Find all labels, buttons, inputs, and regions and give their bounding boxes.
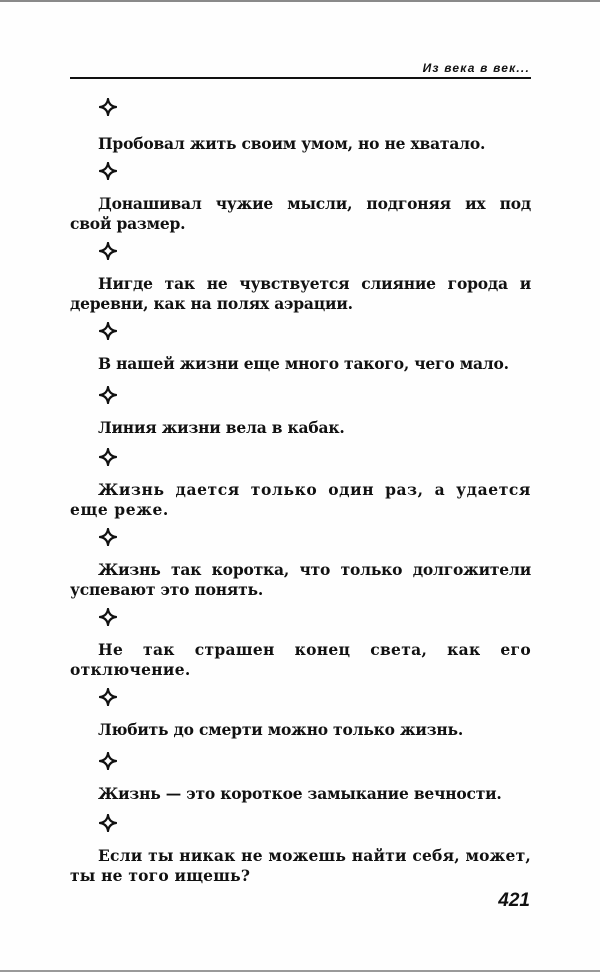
aphorism-text: Любить до смерти можно только жизнь. [98,720,464,739]
aphorism-entry [70,386,531,448]
aphorism-text: В нашей жизни еще много такого, чего мало. [98,354,509,373]
four-point-star-icon [99,688,117,706]
four-point-star-icon [99,814,117,832]
four-point-star-icon [99,448,117,466]
aphorism-text: Не так страшен конец света, как его отключение. [70,640,531,679]
aphorism-entry [70,448,531,528]
four-point-star-icon [99,608,117,626]
running-head: Из века в век... [422,61,530,75]
aphorism-entry [70,688,531,752]
four-point-star-icon [99,242,117,260]
aphorism-text: Жизнь так коротка, что только долгожители успевают это понять. [70,560,531,599]
header-rule [70,77,531,79]
aphorism-text: Линия жизни вела в кабак. [98,418,345,437]
aphorism-entry [70,322,531,386]
aphorism-entry [70,98,531,162]
aphorism-text: Жизнь дается только один раз, а удается еще реже. [70,480,531,519]
aphorism-text: Жизнь — это короткое замыкание вечности. [98,784,502,803]
aphorism-list [70,98,531,894]
four-point-star-icon [99,98,117,116]
aphorism-entry [70,814,531,894]
four-point-star-icon [99,752,117,770]
aphorism-text: Нигде так не чувствуется слияние города и деревни, как на полях аэрации. [70,274,531,313]
aphorism-text: Донашивал чужие мысли, подгоняя их под свой размер. [70,194,531,233]
aphorism-entry [70,752,531,814]
four-point-star-icon [99,386,117,404]
four-point-star-icon [99,322,117,340]
aphorism-entry [70,242,531,322]
page-number: 421 [498,890,530,911]
aphorism-entry [70,162,531,242]
aphorism-entry [70,528,531,608]
aphorism-entry [70,608,531,688]
four-point-star-icon [99,528,117,546]
aphorism-text: Пробовал жить своим умом, но не хватало. [98,134,486,153]
aphorism-text: Если ты никак не можешь найти себя, может, ты не того ищешь? [70,846,531,885]
page-top-border [0,0,600,2]
four-point-star-icon [99,162,117,180]
